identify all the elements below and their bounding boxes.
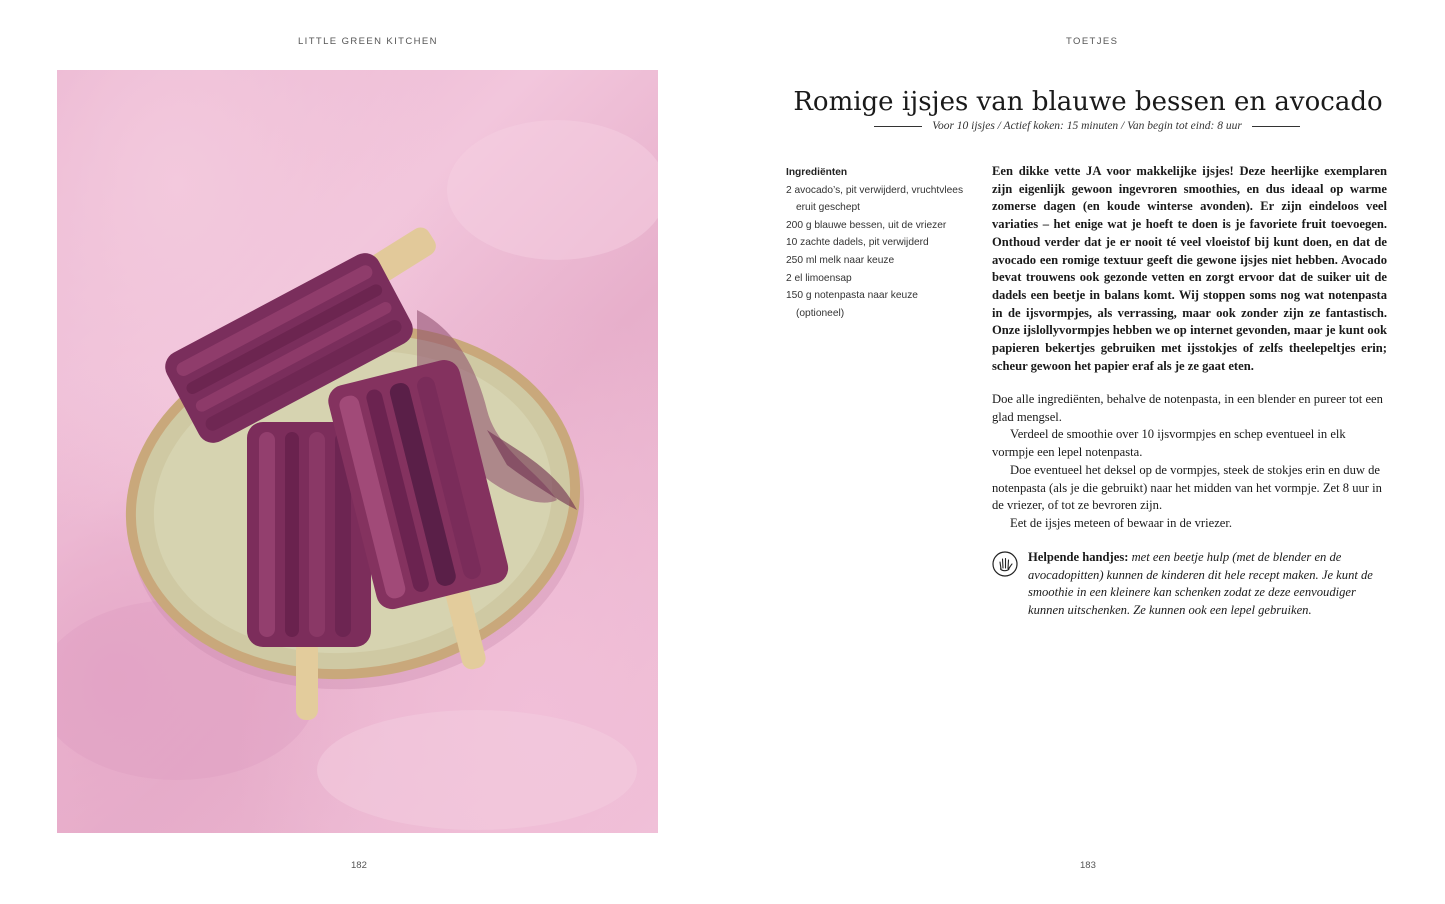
method-step: Doe eventueel het deksel op de vormpjes, steek de stokjes erin en duw de notenpasta (als je die gebruikt) naar het midden van het vormpje. Zet 8 uur in de vriezer, of tot ze bevroren zijn.: [992, 462, 1382, 513]
popsicle-photo: [57, 70, 658, 833]
tip-text: [1028, 549, 1390, 620]
left-running-head: LITTLE GREEN KITCHEN: [298, 36, 438, 47]
recipe-method: [992, 391, 1387, 533]
method-step: Verdeel de smoothie over 10 ijsvormpjes en schep eventueel in elk vormpje een lepel notenpasta.: [992, 427, 1346, 460]
recipe-meta-text: Voor 10 ijsjes / Actief koken: 15 minuten / Van begin tot eind: 8 uur: [932, 120, 1242, 132]
ingredient-item: 10 zachte dadels, pit verwijderd: [786, 237, 929, 249]
right-running-head: TOETJES: [1066, 36, 1119, 47]
right-page-number: 183: [1080, 860, 1096, 871]
ingredient-item: 2 avocado’s, pit verwijderd, vruchtvlees eruit geschept: [786, 184, 964, 214]
ingredient-item: 200 g blauwe bessen, uit de vriezer: [786, 219, 947, 231]
meta-rule-right: [1252, 126, 1300, 127]
recipe-intro: Een dikke vette JA voor makkelijke ijsjes! Deze heerlijke exemplaren zijn eigenlijk gewoon ingevroren smoothies, en dus ideaal op warme zomerse dagen (en koude winterse avonden). Er zijn eindeloos veel variaties – het enige wat je hoeft te doen is je favoriete fruit toevoegen. Onthoud verder dat je er nooit té veel vloeistof bij kunt doen, en dat de avocado een romige textuur geeft die gewone ijsjes niet hebben. Avocado bevat trouwens ook gezonde vetten en zorgt ervoor dat de suiker uit de dadels een beetje in balans komt. Wij stoppen soms nog wat notenpasta in de ijsvormpjes, als verrassing, maar ook zonder zijn ze fantastisch. Onze ijslollyvormpjes hebben we op internet gevonden, maar je kunt ook papieren bekertjes gebruiken met ijsstokjes of zelfs theelepeltjes erin; scheur gewoon het papier eraf als je ze gaat eten.: [992, 164, 1387, 373]
method-step: Doe alle ingrediënten, behalve de notenpasta, in een blender en pureer tot een glad mengsel.: [992, 392, 1383, 424]
recipe-title: Romige ijsjes van blauwe bessen en avocado: [793, 87, 1383, 118]
meta-rule-left: [874, 126, 922, 127]
recipe-meta: [862, 120, 1312, 132]
tip-label: Helpende handjes:: [1028, 550, 1129, 564]
ingredient-item: 250 ml melk naar keuze: [786, 254, 895, 266]
tip-body: met een beetje hulp (met de blender en de avocadopitten) kunnen de kinderen dit hele recept maken. Je kunt de smoothie in een kleinere kan schenken zodat ze deze eenvoudiger kunnen uitschenken. Ze kunnen ook een lepel gebruiken.: [1028, 550, 1373, 618]
method-step: Eet de ijsjes meteen of bewaar in de vriezer.: [1010, 515, 1233, 530]
ingredients-heading: Ingrediënten: [786, 167, 848, 178]
left-page-number: 182: [351, 860, 367, 871]
ingredient-item: 150 g notenpasta naar keuze (optioneel): [786, 290, 918, 319]
ingredients-list: [786, 164, 966, 322]
helping-hand-icon: [992, 551, 1018, 577]
helping-hands-tip: [992, 549, 1390, 620]
ingredient-item: 2 el limoensap: [786, 272, 852, 284]
